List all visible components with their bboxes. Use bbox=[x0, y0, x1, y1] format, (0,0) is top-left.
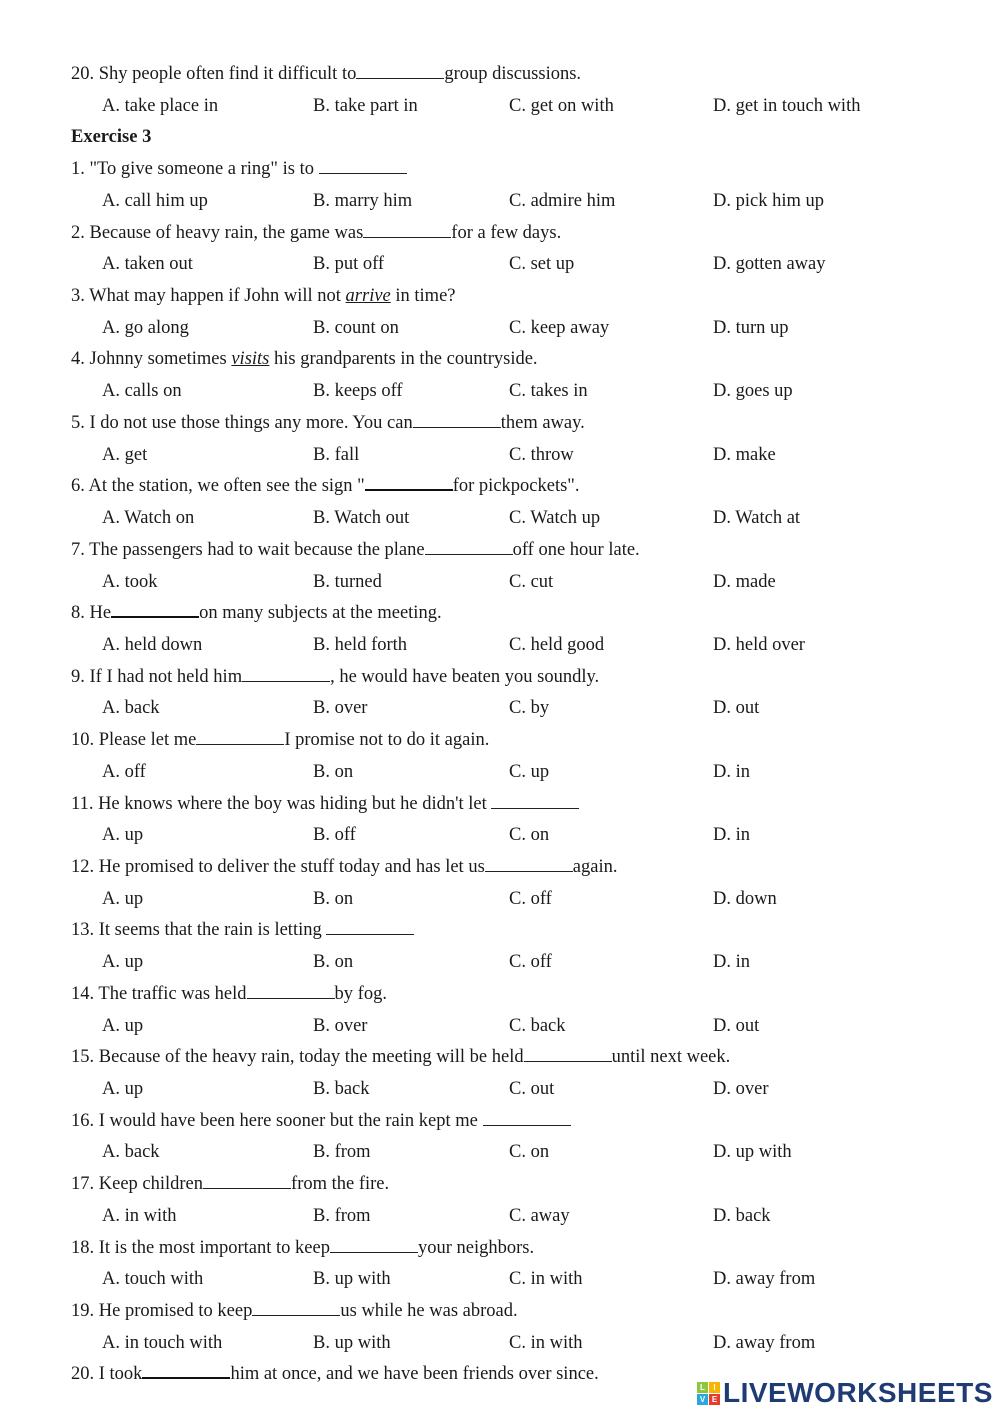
option-d[interactable]: D. back bbox=[713, 1205, 771, 1226]
question-line bbox=[71, 535, 971, 567]
option-c[interactable]: C. out bbox=[509, 1079, 555, 1099]
option-b[interactable]: B. Watch out bbox=[313, 508, 410, 529]
option-a[interactable]: A. get bbox=[102, 444, 148, 465]
question-line bbox=[71, 218, 971, 250]
option-b[interactable]: B. on bbox=[313, 761, 354, 782]
option-d[interactable]: D. made bbox=[713, 571, 776, 592]
question-text: 5. I do not use those things any more. You can bbox=[71, 412, 413, 433]
option-b[interactable]: B. turned bbox=[313, 571, 382, 592]
answer-blank[interactable] bbox=[365, 471, 453, 491]
option-a[interactable]: A. up bbox=[102, 1015, 144, 1036]
option-d[interactable]: D. up with bbox=[713, 1142, 792, 1163]
question-text: 3. What may happen if John will not bbox=[71, 286, 346, 307]
question-line bbox=[71, 1296, 971, 1328]
options-row bbox=[71, 884, 971, 916]
question-text-end: them away. bbox=[500, 412, 585, 433]
logo-tile: V bbox=[697, 1394, 708, 1405]
question-line bbox=[71, 1106, 971, 1138]
question-text: 15. Because of the heavy rain, today the meeting will be held bbox=[71, 1047, 524, 1068]
question-line bbox=[71, 471, 971, 503]
question-line bbox=[71, 408, 971, 440]
logo-tiles-icon bbox=[697, 1382, 720, 1405]
question-text-end: his grandparents in the countryside. bbox=[269, 349, 538, 370]
option-c[interactable]: C. keep away bbox=[509, 317, 610, 338]
option-a[interactable]: A. took bbox=[102, 571, 158, 592]
answer-blank[interactable] bbox=[363, 219, 451, 238]
option-c[interactable]: C. in with bbox=[509, 1269, 583, 1290]
options-row bbox=[71, 1011, 971, 1043]
question-text: 9. If I had not held him bbox=[71, 666, 243, 687]
answer-blank[interactable] bbox=[242, 663, 330, 682]
option-d[interactable]: D. away from bbox=[713, 1332, 816, 1353]
option-d[interactable]: D. in bbox=[713, 761, 750, 782]
question-text: 8. He bbox=[71, 603, 112, 624]
question-text-end: us while he was abroad. bbox=[340, 1301, 518, 1322]
question-text: 2. Because of heavy rain, the game was bbox=[71, 222, 364, 243]
option-d[interactable]: D. gotten away bbox=[713, 254, 826, 275]
question-text-end: in time? bbox=[390, 286, 456, 307]
options-row bbox=[71, 91, 971, 123]
options-row bbox=[71, 313, 971, 345]
question-line bbox=[71, 154, 971, 186]
options-row bbox=[71, 820, 971, 852]
options-row bbox=[71, 1264, 971, 1296]
options-row bbox=[71, 376, 971, 408]
option-d[interactable]: D. make bbox=[713, 444, 776, 465]
question-text-end: , he would have beaten you soundly. bbox=[330, 666, 600, 687]
question-text: 6. At the station, we often see the sign " bbox=[71, 476, 365, 497]
question-text: 11. He knows where the boy was hiding but he didn't let bbox=[71, 793, 492, 814]
question-text: 20. Shy people often find it difficult to bbox=[71, 64, 357, 84]
option-b[interactable]: B. put off bbox=[313, 254, 385, 275]
option-a[interactable]: A. Watch on bbox=[102, 508, 195, 529]
option-b[interactable]: B. over bbox=[313, 1015, 368, 1036]
question-line bbox=[71, 1042, 971, 1074]
answer-blank[interactable] bbox=[203, 1170, 291, 1189]
question-line bbox=[71, 1233, 971, 1265]
option-c[interactable]: C. get on with bbox=[509, 95, 614, 116]
option-c[interactable]: C. held good bbox=[509, 634, 605, 655]
options-row bbox=[71, 947, 971, 979]
question-text-end: your neighbors. bbox=[417, 1237, 535, 1258]
option-b[interactable]: B. on bbox=[313, 888, 354, 909]
question-text-end: until next week. bbox=[611, 1047, 731, 1068]
option-c[interactable]: C. cut bbox=[509, 571, 554, 592]
answer-blank[interactable] bbox=[425, 536, 513, 555]
options-row bbox=[71, 1201, 971, 1233]
answer-blank[interactable] bbox=[485, 853, 573, 872]
option-c[interactable]: C. on bbox=[509, 1142, 550, 1163]
answer-blank[interactable] bbox=[252, 1297, 340, 1316]
question-line bbox=[71, 662, 971, 694]
option-c[interactable]: C. Watch up bbox=[509, 508, 601, 529]
option-a[interactable]: A. call him up bbox=[102, 190, 208, 211]
answer-blank[interactable] bbox=[491, 790, 579, 809]
option-c[interactable]: C. away bbox=[509, 1205, 570, 1226]
option-d[interactable]: D. down bbox=[713, 888, 777, 909]
options-row bbox=[71, 186, 971, 218]
options-row bbox=[71, 440, 971, 472]
question-text: 16. I would have been here sooner but the rain kept me bbox=[71, 1110, 483, 1131]
option-c[interactable]: C. off bbox=[509, 888, 552, 909]
liveworksheets-logo bbox=[697, 1378, 993, 1408]
question-text-end: for pickpockets". bbox=[452, 476, 580, 497]
question-line bbox=[71, 281, 971, 313]
options-row bbox=[71, 1328, 971, 1360]
question-text: 10. Please let me bbox=[71, 730, 197, 751]
option-d[interactable]: D. out bbox=[713, 1015, 760, 1036]
worksheet bbox=[71, 59, 971, 1391]
exercise-heading: Exercise 3 bbox=[71, 127, 152, 148]
question-line bbox=[71, 598, 971, 630]
option-b[interactable]: B. off bbox=[313, 825, 356, 846]
option-d[interactable]: D. away from bbox=[713, 1269, 816, 1290]
option-d[interactable]: D. in bbox=[713, 952, 750, 973]
question-line bbox=[71, 915, 971, 947]
answer-blank[interactable] bbox=[483, 1107, 571, 1126]
option-b[interactable]: B. up with bbox=[313, 1332, 391, 1353]
options-row bbox=[71, 249, 971, 281]
option-a[interactable]: A. touch with bbox=[102, 1269, 204, 1290]
option-a[interactable]: A. up bbox=[102, 1079, 144, 1099]
question-text-end: again. bbox=[572, 856, 618, 877]
question-text: 18. It is the most important to keep bbox=[71, 1237, 330, 1258]
question-text-end: off one hour late. bbox=[512, 539, 640, 560]
answer-blank[interactable] bbox=[111, 598, 199, 618]
option-a[interactable]: A. in with bbox=[102, 1205, 177, 1226]
question-text: 17. Keep children bbox=[71, 1174, 204, 1195]
option-c[interactable]: C. on bbox=[509, 825, 550, 846]
option-d[interactable]: D. Watch at bbox=[713, 508, 801, 529]
question-text: 1. "To give someone a ring" is to bbox=[71, 159, 319, 180]
option-d[interactable]: D. pick him up bbox=[713, 190, 824, 211]
option-b[interactable]: B. from bbox=[313, 1142, 371, 1163]
options-row bbox=[71, 503, 971, 535]
option-b[interactable]: B. up with bbox=[313, 1269, 391, 1290]
option-a[interactable]: A. in touch with bbox=[102, 1332, 223, 1353]
options-row bbox=[71, 757, 971, 789]
option-a[interactable]: A. back bbox=[102, 1142, 160, 1163]
option-b[interactable]: B. held forth bbox=[313, 634, 408, 655]
question-line bbox=[71, 59, 971, 91]
option-c[interactable]: C. up bbox=[509, 761, 550, 782]
answer-blank[interactable] bbox=[524, 1043, 612, 1062]
question-text-end: for a few days. bbox=[451, 222, 562, 243]
question-text-end: on many subjects at the meeting. bbox=[199, 603, 442, 624]
option-a[interactable]: A. up bbox=[102, 825, 144, 846]
logo-tile: E bbox=[709, 1394, 720, 1405]
options-row bbox=[71, 693, 971, 725]
option-a[interactable]: A. taken out bbox=[102, 254, 193, 275]
answer-blank[interactable] bbox=[247, 980, 335, 999]
question-text: 4. Johnny sometimes bbox=[71, 349, 232, 370]
underlined-word: visits bbox=[231, 349, 270, 370]
question-line bbox=[71, 344, 971, 376]
question-text-end: group discussions. bbox=[444, 64, 582, 84]
option-b[interactable]: B. back bbox=[313, 1079, 370, 1099]
question-text: 14. The traffic was held bbox=[71, 983, 247, 1004]
option-c[interactable]: C. in with bbox=[509, 1332, 583, 1353]
option-b[interactable]: B. marry him bbox=[313, 190, 413, 211]
option-b[interactable]: B. over bbox=[313, 698, 368, 719]
answer-blank[interactable] bbox=[413, 409, 501, 428]
option-a[interactable]: A. up bbox=[102, 952, 144, 973]
question-text: 7. The passengers had to wait because the plane bbox=[71, 539, 425, 560]
option-d[interactable]: D. turn up bbox=[713, 317, 789, 338]
question-line bbox=[71, 979, 971, 1011]
answer-blank[interactable] bbox=[330, 1234, 418, 1253]
option-d[interactable]: D. get in touch with bbox=[713, 95, 861, 116]
option-b[interactable]: B. on bbox=[313, 952, 354, 973]
question-text: 13. It seems that the rain is letting bbox=[71, 920, 327, 941]
option-c[interactable]: C. off bbox=[509, 952, 552, 973]
option-c[interactable]: C. takes in bbox=[509, 381, 588, 402]
question-text-end: him at once, and we have been friends over since. bbox=[230, 1364, 599, 1385]
logo-tile: L bbox=[697, 1382, 708, 1393]
option-d[interactable]: D. goes up bbox=[713, 381, 793, 402]
option-b[interactable]: B. from bbox=[313, 1205, 371, 1226]
option-a[interactable]: A. held down bbox=[102, 634, 203, 655]
question-text: 12. He promised to deliver the stuff today and has let us bbox=[71, 856, 485, 877]
question-text: 19. He promised to keep bbox=[71, 1301, 253, 1322]
option-d[interactable]: D. out bbox=[713, 698, 760, 719]
option-d[interactable]: D. over bbox=[713, 1079, 769, 1099]
answer-blank[interactable] bbox=[196, 726, 284, 745]
question-text: 20. I took bbox=[71, 1364, 143, 1385]
question-text-end: I promise not to do it again. bbox=[284, 730, 490, 751]
options-row bbox=[71, 567, 971, 599]
option-a[interactable]: A. up bbox=[102, 888, 144, 909]
option-c[interactable]: C. throw bbox=[509, 444, 574, 465]
underlined-word: arrive bbox=[345, 286, 391, 307]
logo-wordmark: LIVEWORKSHEETS bbox=[723, 1377, 993, 1408]
options-row bbox=[71, 1074, 971, 1106]
option-c[interactable]: C. by bbox=[509, 698, 550, 719]
option-c[interactable]: C. set up bbox=[509, 254, 575, 275]
option-d[interactable]: D. in bbox=[713, 825, 750, 846]
answer-blank[interactable] bbox=[326, 916, 414, 935]
question-line bbox=[71, 1169, 971, 1201]
options-row bbox=[71, 630, 971, 662]
option-a[interactable]: A. back bbox=[102, 698, 160, 719]
option-a[interactable]: A. take place in bbox=[102, 95, 219, 116]
option-b[interactable]: B. fall bbox=[313, 444, 360, 465]
logo-tile: I bbox=[709, 1382, 720, 1393]
option-c[interactable]: C. admire him bbox=[509, 190, 616, 211]
option-b[interactable]: B. keeps off bbox=[313, 381, 403, 402]
question-line bbox=[71, 789, 971, 821]
question-line bbox=[71, 725, 971, 757]
question-line bbox=[71, 852, 971, 884]
option-a[interactable]: A. calls on bbox=[102, 381, 182, 402]
option-b[interactable]: B. count on bbox=[313, 317, 399, 338]
option-b[interactable]: B. take part in bbox=[313, 95, 418, 116]
question-text-end: by fog. bbox=[334, 983, 387, 1004]
answer-blank[interactable] bbox=[319, 155, 407, 174]
option-a[interactable]: A. off bbox=[102, 761, 146, 782]
option-d[interactable]: D. held over bbox=[713, 634, 805, 655]
option-c[interactable]: C. back bbox=[509, 1015, 566, 1036]
option-a[interactable]: A. go along bbox=[102, 317, 189, 338]
answer-blank[interactable] bbox=[356, 60, 444, 79]
answer-blank[interactable] bbox=[142, 1359, 230, 1379]
options-row bbox=[71, 1137, 971, 1169]
question-text-end: from the fire. bbox=[291, 1174, 390, 1195]
